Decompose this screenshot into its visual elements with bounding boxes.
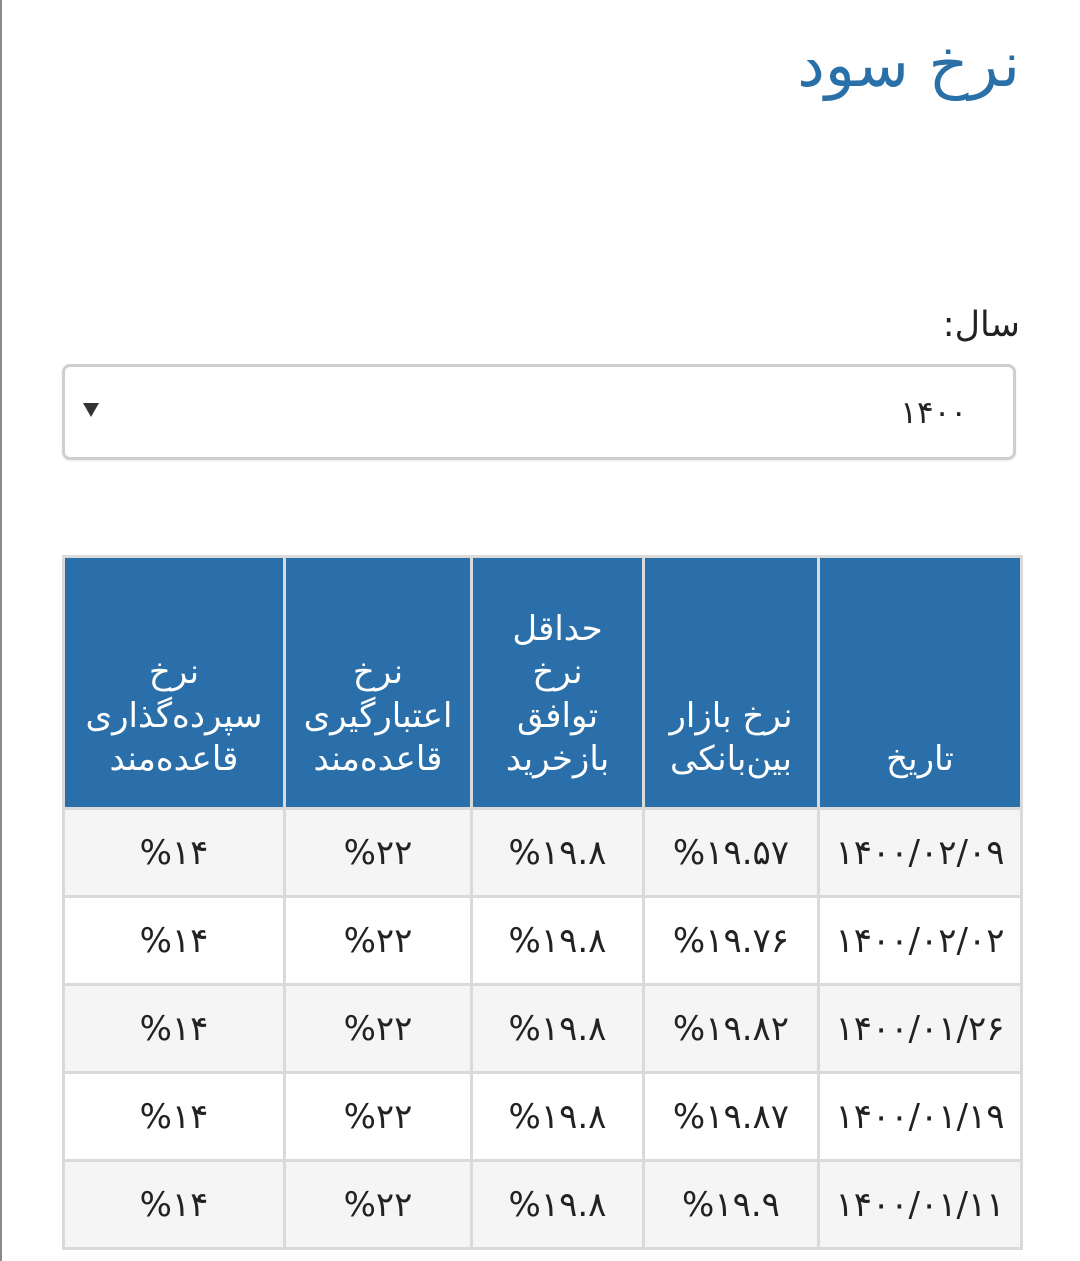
cell-lending-facility-rate: %۲۲	[285, 809, 472, 897]
cell-date: ۱۴۰۰/۰۲/۰۹	[819, 809, 1022, 897]
cell-date: ۱۴۰۰/۰۱/۱۱	[819, 1161, 1022, 1249]
cell-deposit-facility-rate: %۱۴	[64, 985, 285, 1073]
table-row	[64, 897, 1022, 985]
cell-min-repo-rate: %۱۹.۸	[472, 985, 644, 1073]
cell-min-repo-rate: %۱۹.۸	[472, 1161, 644, 1249]
window-edge	[0, 0, 2, 1261]
cell-min-repo-rate: %۱۹.۸	[472, 897, 644, 985]
cell-lending-facility-rate: %۲۲	[285, 1161, 472, 1249]
table-row	[64, 1161, 1022, 1249]
cell-interbank-rate: %۱۹.۵۷	[644, 809, 819, 897]
cell-lending-facility-rate: %۲۲	[285, 985, 472, 1073]
cell-interbank-rate: %۱۹.۸۲	[644, 985, 819, 1073]
chevron-down-icon[interactable]	[83, 403, 99, 417]
page-title: نرخ سود	[797, 28, 1020, 101]
cell-lending-facility-rate: %۲۲	[285, 897, 472, 985]
header-min-repo-rate: حداقل نرخ توافق بازخرید	[472, 557, 644, 809]
cell-deposit-facility-rate: %۱۴	[64, 1161, 285, 1249]
cell-deposit-facility-rate: %۱۴	[64, 1073, 285, 1161]
header-lending-facility-rate: نرخ اعتبارگیری قاعده‌مند	[285, 557, 472, 809]
cell-date: ۱۴۰۰/۰۱/۲۶	[819, 985, 1022, 1073]
cell-date: ۱۴۰۰/۰۱/۱۹	[819, 1073, 1022, 1161]
table-row	[64, 985, 1022, 1073]
year-select-value: ۱۴۰۰	[900, 395, 967, 431]
cell-interbank-rate: %۱۹.۷۶	[644, 897, 819, 985]
year-select[interactable]	[62, 364, 1016, 460]
header-date: تاریخ	[819, 557, 1022, 809]
table-row	[64, 809, 1022, 897]
table-row	[64, 1073, 1022, 1161]
cell-deposit-facility-rate: %۱۴	[64, 897, 285, 985]
interest-rates-table	[62, 555, 1023, 1250]
cell-interbank-rate: %۱۹.۹	[644, 1161, 819, 1249]
cell-min-repo-rate: %۱۹.۸	[472, 809, 644, 897]
year-label: سال:	[942, 305, 1020, 345]
cell-deposit-facility-rate: %۱۴	[64, 809, 285, 897]
cell-date: ۱۴۰۰/۰۲/۰۲	[819, 897, 1022, 985]
header-deposit-facility-rate: نرخ سپرده‌گذاری قاعده‌مند	[64, 557, 285, 809]
cell-min-repo-rate: %۱۹.۸	[472, 1073, 644, 1161]
cell-interbank-rate: %۱۹.۸۷	[644, 1073, 819, 1161]
table-header-row	[64, 557, 1022, 809]
cell-lending-facility-rate: %۲۲	[285, 1073, 472, 1161]
header-interbank-rate: نرخ بازار بین‌بانکی	[644, 557, 819, 809]
